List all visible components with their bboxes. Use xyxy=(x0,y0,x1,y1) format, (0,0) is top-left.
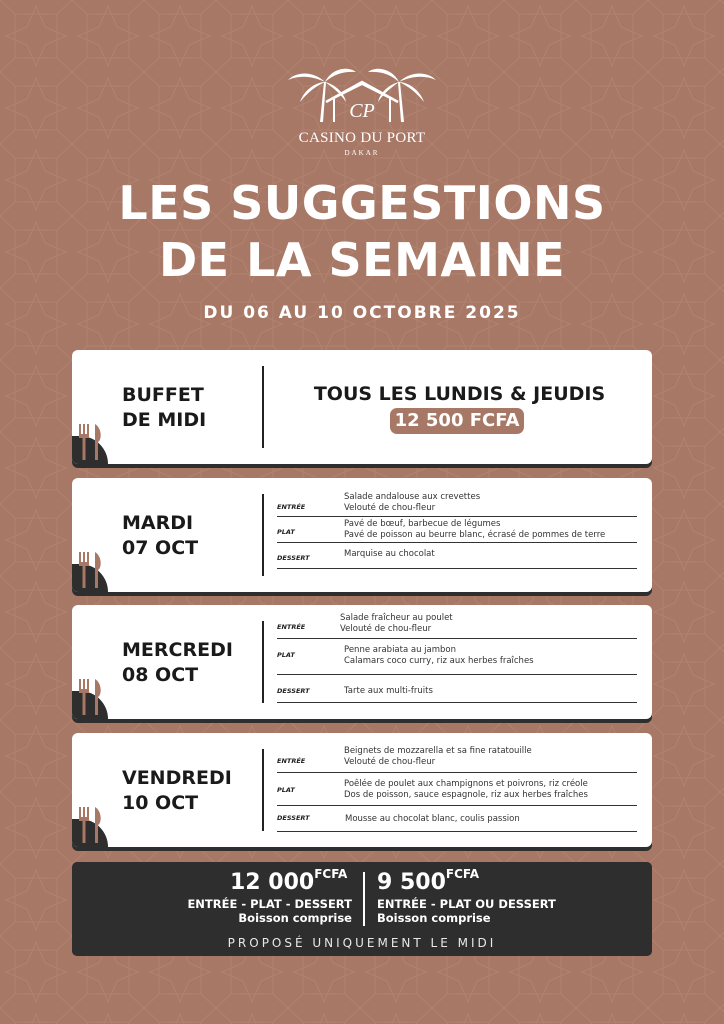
plat-dishes: Pavé de bœuf, barbecue de légumes Pavé de poisson au beurre blanc, écrasé de pommes de terre xyxy=(344,519,606,540)
category-dessert: DESSERT xyxy=(277,554,310,562)
date-range: DU 06 AU 10 OCTOBRE 2025 xyxy=(203,303,521,323)
divider xyxy=(262,366,264,448)
formula-banner xyxy=(72,862,652,956)
divider xyxy=(262,749,264,831)
divider xyxy=(262,494,264,576)
formula-left-price: 12 $000^{FCFA}$ xyxy=(230,867,348,895)
category-entree: ENTRÉE xyxy=(277,757,306,765)
buffet-price: 12 500 FCFA xyxy=(390,408,524,434)
category-plat: PLAT xyxy=(277,786,295,794)
formula-divider xyxy=(363,872,365,926)
page-title-line1: LES SUGGESTIONS xyxy=(118,176,606,230)
plat-dishes: Poêlée de poulet aux champignons et poivrons, riz créole Dos de poisson, sauce espagnole, riz aux herbes fraîches xyxy=(344,779,588,800)
cutlery-icon xyxy=(76,424,106,460)
formula-right-courses: ENTRÉE - PLAT OU DESSERT xyxy=(377,897,556,911)
category-dessert: DESSERT xyxy=(277,814,310,822)
plat-dishes: Penne arabiata au jambon Calamars coco curry, riz aux herbes fraîches xyxy=(344,645,534,666)
day-label: VENDREDI 10 OCT xyxy=(122,767,232,814)
day-card-vendredi xyxy=(72,733,652,847)
formula-right-note: Boisson comprise xyxy=(377,911,491,925)
entree-dishes: Salade andalouse aux crevettes Velouté de chou-fleur xyxy=(344,492,481,513)
formula-left-note: Boisson comprise xyxy=(238,911,352,925)
lunch-only-note: PROPOSÉ UNIQUEMENT LE MIDI xyxy=(227,936,497,950)
casino-logo xyxy=(282,62,442,162)
category-entree: ENTRÉE xyxy=(277,503,306,511)
palm-tree-icon xyxy=(288,69,356,122)
divider xyxy=(262,621,264,703)
buffet-schedule: TOUS LES LUNDIS & JEUDIS xyxy=(313,383,606,405)
category-plat: PLAT xyxy=(277,651,295,659)
formula-right-price: 9 $500^{FCFA}$ xyxy=(377,867,480,895)
category-entree: ENTRÉE xyxy=(277,623,306,631)
entree-dishes: Beignets de mozzarella et sa fine ratatouille Velouté de chou-fleur xyxy=(344,746,532,767)
cutlery-icon xyxy=(76,552,106,588)
category-dessert: DESSERT xyxy=(277,687,310,695)
formula-left-courses: ENTRÉE - PLAT - DESSERT xyxy=(187,897,352,911)
dessert-dishes: Mousse au chocolat blanc, coulis passion xyxy=(345,814,520,824)
day-label: MARDI 07 OCT xyxy=(122,512,199,559)
entree-dishes: Salade fraîcheur au poulet Velouté de chou-fleur xyxy=(340,613,453,634)
buffet-label: BUFFET DE MIDI xyxy=(122,384,207,431)
logo-monogram: CP xyxy=(349,100,375,122)
day-card-mercredi xyxy=(72,605,652,719)
dessert-dishes: Tarte aux multi-fruits xyxy=(344,686,433,696)
dessert-dishes: Marquise au chocolat xyxy=(344,549,435,559)
day-label: MERCREDI 08 OCT xyxy=(122,639,233,686)
palm-tree-icon xyxy=(368,69,436,122)
brand-name: CASINO DU PORT xyxy=(298,130,426,146)
cutlery-icon xyxy=(76,679,106,715)
cutlery-icon xyxy=(76,807,106,843)
brand-city: DAKAR xyxy=(344,149,380,157)
buffet-card xyxy=(72,350,652,464)
page-title-line2: DE LA SEMAINE xyxy=(158,233,565,287)
day-card-mardi xyxy=(72,478,652,592)
category-plat: PLAT xyxy=(277,528,295,536)
